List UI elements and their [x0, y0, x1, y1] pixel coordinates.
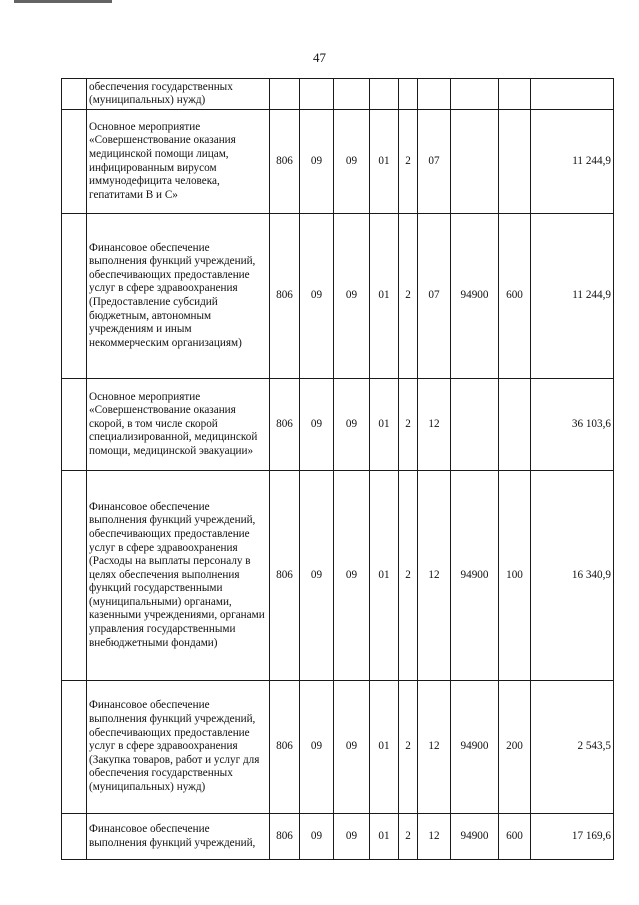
activity-cell: 12	[418, 681, 451, 814]
direction-cell: 94900	[451, 814, 499, 860]
empty-index-cell	[62, 681, 87, 814]
amount-cell: 17 169,6	[531, 814, 614, 860]
empty-index-cell	[62, 471, 87, 681]
subsection-cell	[334, 79, 370, 110]
activity-cell: 12	[418, 814, 451, 860]
description-cell: Финансовое обеспечение выполнения функций учреждений, обеспечивающих предоставление услуг в сфере здравоохранения (Предоставление субсидий бюджетным, автономным учреждениям и иным некоммерческим организациям)	[87, 214, 270, 379]
amount-cell: 11 244,9	[531, 214, 614, 379]
expense-type-cell	[499, 379, 531, 471]
subsection-cell: 09	[334, 214, 370, 379]
amount-cell: 2 543,5	[531, 681, 614, 814]
program-cell: 01	[370, 681, 399, 814]
section-cell: 09	[300, 110, 334, 214]
budget-code-cell	[270, 79, 300, 110]
section-cell: 09	[300, 814, 334, 860]
subprogram-cell: 2	[399, 110, 418, 214]
direction-cell: 94900	[451, 681, 499, 814]
table-row	[62, 814, 614, 860]
program-cell	[370, 79, 399, 110]
program-cell: 01	[370, 379, 399, 471]
direction-cell	[451, 110, 499, 214]
activity-cell: 07	[418, 214, 451, 379]
scan-edge-mark	[14, 0, 112, 3]
subprogram-cell: 2	[399, 379, 418, 471]
description-cell: Основное мероприятие «Совершенствование оказания скорой, в том числе скорой специализированной, медицинской помощи, медицинской эвакуации»	[87, 379, 270, 471]
subsection-cell: 09	[334, 110, 370, 214]
page-number: 47	[313, 50, 326, 65]
empty-index-cell	[62, 110, 87, 214]
section-cell: 09	[300, 681, 334, 814]
table-row	[62, 214, 614, 379]
direction-cell	[451, 79, 499, 110]
program-cell: 01	[370, 214, 399, 379]
direction-cell	[451, 379, 499, 471]
direction-cell: 94900	[451, 471, 499, 681]
empty-index-cell	[62, 814, 87, 860]
amount-cell	[531, 79, 614, 110]
budget-code-cell: 806	[270, 379, 300, 471]
table-row	[62, 110, 614, 214]
subsection-cell: 09	[334, 681, 370, 814]
direction-cell: 94900	[451, 214, 499, 379]
budget-code-cell: 806	[270, 681, 300, 814]
budget-code-cell: 806	[270, 814, 300, 860]
subprogram-cell: 2	[399, 471, 418, 681]
program-cell: 01	[370, 471, 399, 681]
subprogram-cell: 2	[399, 681, 418, 814]
description-cell: обеспечения государственных (муниципальных) нужд)	[87, 79, 270, 110]
budget-code-cell: 806	[270, 214, 300, 379]
subsection-cell: 09	[334, 471, 370, 681]
expense-type-cell: 100	[499, 471, 531, 681]
expense-type-cell	[499, 110, 531, 214]
table-row	[62, 79, 614, 110]
section-cell	[300, 79, 334, 110]
budget-code-cell: 806	[270, 110, 300, 214]
expense-type-cell: 600	[499, 814, 531, 860]
empty-index-cell	[62, 79, 87, 110]
table-row	[62, 471, 614, 681]
section-cell: 09	[300, 379, 334, 471]
expense-type-cell: 200	[499, 681, 531, 814]
section-cell: 09	[300, 471, 334, 681]
activity-cell: 12	[418, 471, 451, 681]
subprogram-cell: 2	[399, 814, 418, 860]
description-cell: Основное мероприятие «Совершенствование оказания медицинской помощи лицам, инфицированным вирусом иммунодефицита человека, гепатитами В и С»	[87, 110, 270, 214]
section-cell: 09	[300, 214, 334, 379]
subsection-cell: 09	[334, 814, 370, 860]
amount-cell: 11 244,9	[531, 110, 614, 214]
budget-code-cell: 806	[270, 471, 300, 681]
expense-type-cell	[499, 79, 531, 110]
amount-cell: 16 340,9	[531, 471, 614, 681]
activity-cell	[418, 79, 451, 110]
program-cell: 01	[370, 110, 399, 214]
activity-cell: 12	[418, 379, 451, 471]
empty-index-cell	[62, 214, 87, 379]
activity-cell: 07	[418, 110, 451, 214]
table-row	[62, 681, 614, 814]
subprogram-cell: 2	[399, 214, 418, 379]
description-cell: Финансовое обеспечение выполнения функций учреждений, обеспечивающих предоставление услуг в сфере здравоохранения (Закупка товаров, работ и услуг для обеспечения государственных (муниципальных) нужд)	[87, 681, 270, 814]
expense-type-cell: 600	[499, 214, 531, 379]
amount-cell: 36 103,6	[531, 379, 614, 471]
subsection-cell: 09	[334, 379, 370, 471]
budget-table	[61, 78, 614, 860]
empty-index-cell	[62, 379, 87, 471]
description-cell: Финансовое обеспечение выполнения функций учреждений,	[87, 814, 270, 860]
table-row	[62, 379, 614, 471]
description-cell: Финансовое обеспечение выполнения функций учреждений, обеспечивающих предоставление услуг в сфере здравоохранения (Расходы на выплаты персоналу в целях обеспечения выполнения функций государственными (муниципальными) органами, казенными учреждениями, органами управления государственными внебюджетными фондами)	[87, 471, 270, 681]
program-cell: 01	[370, 814, 399, 860]
subprogram-cell	[399, 79, 418, 110]
